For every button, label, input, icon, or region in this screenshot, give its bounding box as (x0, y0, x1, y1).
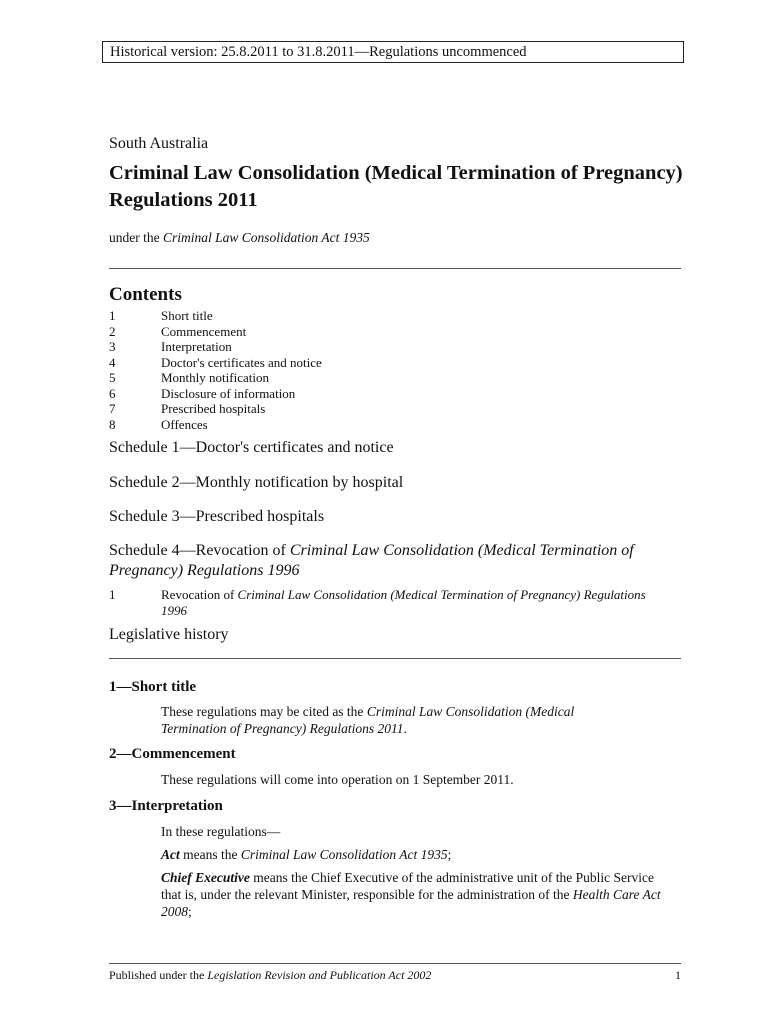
footer-act-name: Legislation Revision and Publication Act 2002 (207, 968, 432, 982)
toc-schedule-4[interactable] (109, 541, 669, 581)
section-1-citation: Criminal Law Consolidation (Medical Termination of Pregnancy) Regulations 2011 (161, 704, 575, 736)
definition-text: means the Chief Executive of the administrative unit of the Public Service that is, under the relevant Minister, responsible for the administration of the (161, 870, 654, 902)
revocation-prefix: Revocation of (161, 587, 238, 602)
toc-item-label: Monthly notification (161, 370, 269, 385)
historical-version-banner: Historical version: 25.8.2011 to 31.8.2011—Regulations uncommenced (102, 41, 684, 63)
toc-item[interactable] (109, 370, 322, 386)
divider (109, 268, 681, 269)
section-3-intro: In these regulations— (161, 824, 281, 839)
toc-item[interactable] (109, 339, 322, 355)
toc-revocation-item[interactable] (109, 587, 649, 619)
section-2-text: These regulations will come into operation on 1 September 2011. (161, 772, 514, 787)
schedule-4-prefix: Schedule 4—Revocation of (109, 542, 290, 559)
toc-schedule-2[interactable]: Schedule 2—Monthly notification by hospital (109, 474, 404, 491)
schedule-4-revoked-regulations: Criminal Law Consolidation (Medical Termination of Pregnancy) Regulations 1996 (109, 542, 634, 579)
section-1-heading: 1—Short title (109, 679, 197, 695)
toc-item[interactable] (109, 324, 322, 340)
contents-list (109, 308, 322, 432)
revocation-regulations: Criminal Law Consolidation (Medical Termination of Pregnancy) Regulations 1996 (161, 587, 646, 618)
definition-term: Chief Executive (161, 870, 250, 885)
definition-end: ; (188, 904, 192, 919)
toc-item-number: 1 (109, 308, 116, 323)
toc-item-label: Commencement (161, 323, 247, 339)
toc-item-number: 5 (109, 370, 116, 385)
toc-legislative-history[interactable]: Legislative history (109, 626, 229, 643)
toc-item-label: Short title (161, 308, 213, 323)
definition-act-name: Health Care Act 2008 (161, 887, 661, 919)
footer-divider (109, 963, 681, 964)
toc-item-number: 4 (109, 354, 116, 370)
definition-connector: means the (179, 847, 241, 862)
section-1-prefix: These regulations may be cited as the (161, 704, 367, 719)
toc-item-label: Offences (161, 416, 208, 432)
definition-term: Act (161, 847, 180, 862)
section-3-heading: 3—Interpretation (109, 798, 223, 814)
toc-item-number: 2 (109, 323, 116, 339)
enabling-act-line (109, 230, 370, 246)
toc-item[interactable] (109, 355, 322, 371)
toc-item[interactable] (109, 308, 322, 324)
toc-item-label: Doctor's certificates and notice (161, 354, 322, 370)
toc-item-label: Interpretation (161, 339, 232, 354)
jurisdiction-label: South Australia (109, 135, 209, 152)
toc-schedule-3[interactable]: Schedule 3—Prescribed hospitals (109, 508, 325, 525)
section-1-text (161, 703, 631, 737)
footer-prefix: Published under the (109, 968, 208, 982)
toc-item-number: 8 (109, 416, 116, 432)
under-prefix: under the (109, 230, 163, 245)
toc-item[interactable] (109, 401, 322, 417)
toc-item-label: Disclosure of information (161, 385, 296, 401)
footer-publication-note (109, 968, 431, 983)
toc-item[interactable] (109, 386, 322, 402)
toc-item-label (161, 587, 649, 619)
definition-act (161, 846, 681, 863)
divider (109, 658, 681, 659)
toc-item-label: Prescribed hospitals (161, 401, 266, 416)
section-2-heading: 2—Commencement (109, 746, 236, 762)
section-1-suffix: . (403, 721, 407, 736)
contents-heading: Contents (109, 284, 182, 305)
toc-item-number: 1 (109, 587, 116, 602)
enabling-act-name: Criminal Law Consolidation Act 1935 (162, 230, 370, 245)
page-number: 1 (675, 968, 681, 982)
toc-item[interactable] (109, 417, 322, 433)
page-footer (109, 968, 681, 983)
toc-schedule-1[interactable]: Schedule 1—Doctor's certificates and notice (109, 439, 394, 456)
definition-end: ; (447, 847, 452, 862)
toc-item-number: 3 (109, 339, 116, 354)
regulation-title: Criminal Law Consolidation (Medical Termination of Pregnancy) Regulations 2011 (109, 162, 683, 211)
definition-act-name: Criminal Law Consolidation Act 1935 (240, 847, 448, 862)
toc-item-number: 7 (109, 401, 116, 416)
definition-chief-executive (161, 869, 666, 920)
toc-item-number: 6 (109, 385, 116, 401)
